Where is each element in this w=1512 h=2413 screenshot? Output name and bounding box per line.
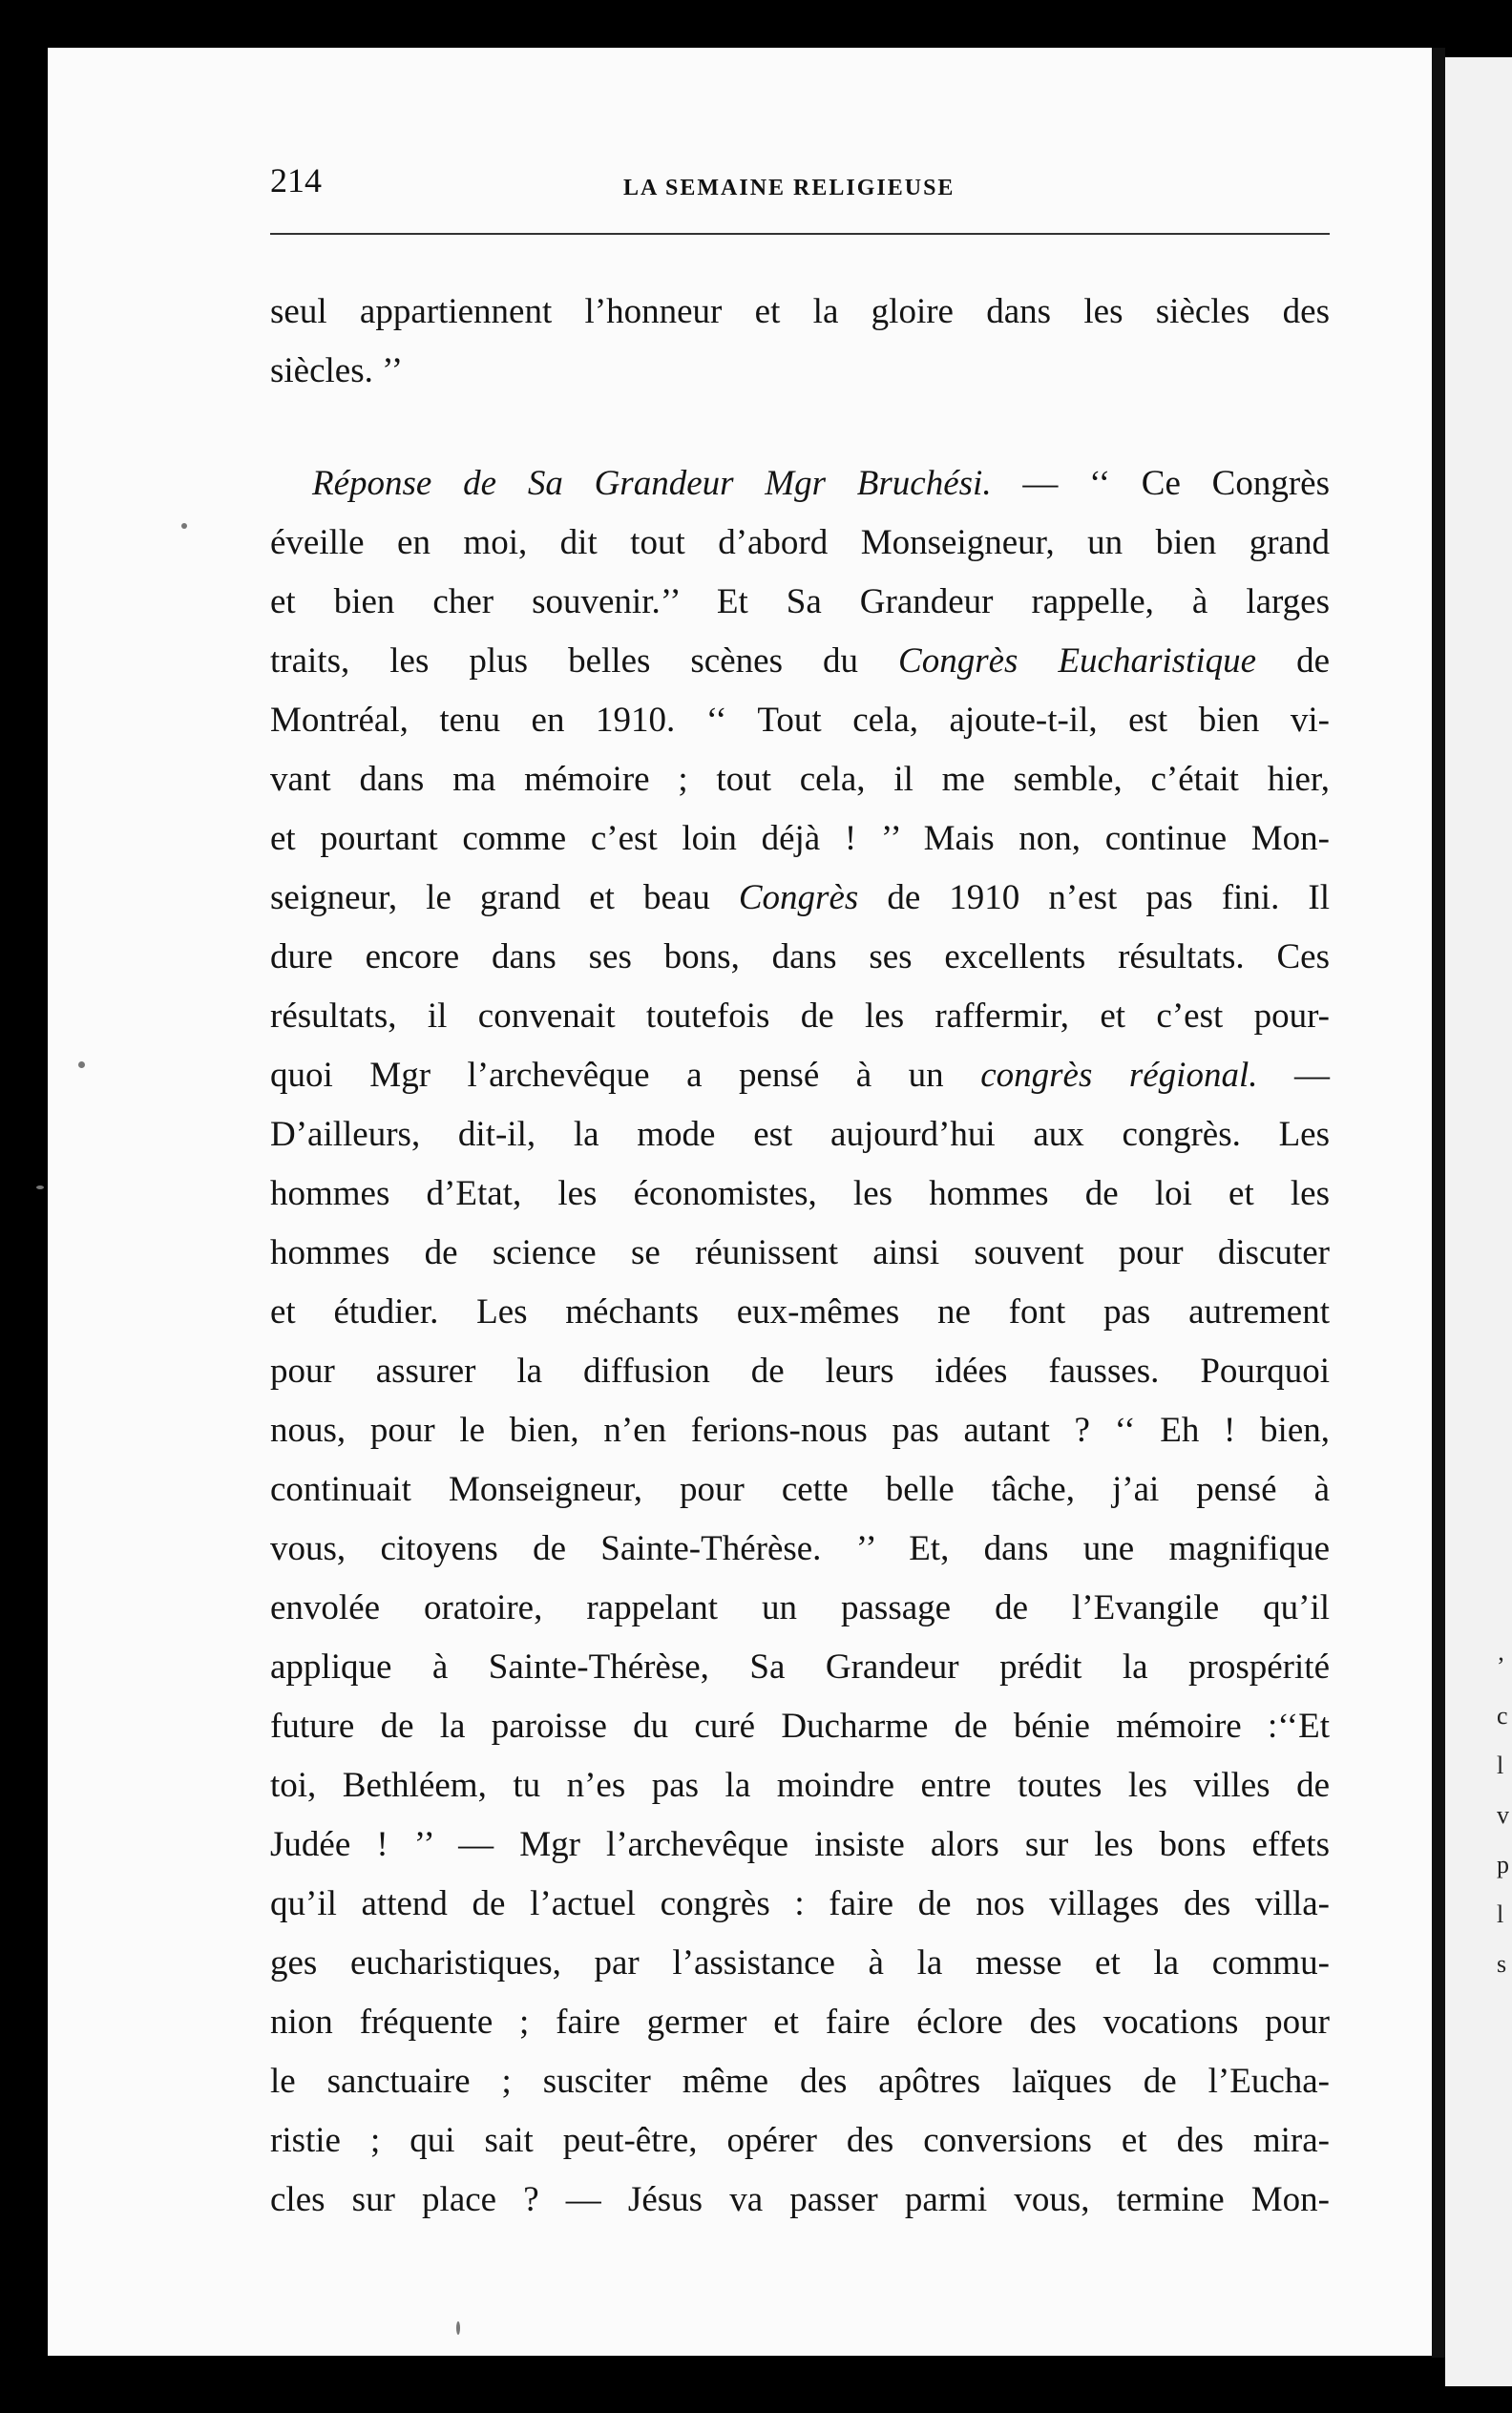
section-heading: Réponse de Sa Grandeur Mgr Bruchési. <box>312 464 992 503</box>
text-line: pour assurer la diffusion de leurs idées fausses. Pourquoi <box>270 1352 1330 1391</box>
scan-speck <box>78 1061 85 1068</box>
text-line: Réponse de Sa Grandeur Mgr Bruchési. — ‘‘ Ce Congrès <box>312 464 1330 503</box>
text-line: hommes de science se réunissent ainsi souvent pour discuter <box>270 1233 1330 1272</box>
text-line: envolée oratoire, rappelant un passage de l’Evangile qu’il <box>270 1588 1330 1627</box>
text-line: quoi Mgr l’archevêque a pensé à un congrès régional. — <box>270 1056 1331 1095</box>
scan-speck <box>181 523 187 529</box>
text-line: éveille en moi, dit tout d’abord Monseigneur, un bien grand <box>270 523 1330 562</box>
text-line: siècles. ’’ <box>270 351 404 390</box>
running-header <box>270 160 1330 208</box>
text-line: traits, les plus belles scènes du Congrès Eucharistique de <box>270 641 1330 681</box>
scan-speck <box>36 1186 44 1189</box>
facing-page-fragment: ’ c l v p l s <box>1497 1652 1509 1978</box>
paragraph-gap <box>270 401 1330 454</box>
text-line: seul appartiennent l’honneur et la gloire dans les siècles des <box>270 292 1330 331</box>
text-line: dure encore dans ses bons, dans ses excellents résultats. Ces <box>270 937 1330 976</box>
text-line: ges eucharistiques, par l’assistance à la messe et la commu- <box>270 1943 1330 1983</box>
text-line: applique à Sainte-Thérèse, Sa Grandeur prédit la prospérité <box>270 1647 1330 1687</box>
text-line: résultats, il convenait toutefois de les raffermir, et c’est pour- <box>270 997 1330 1036</box>
text-line: nous, pour le bien, n’en ferions-nous pas autant ? ‘‘ Eh ! bien, <box>270 1411 1330 1450</box>
text-line: cles sur place ? — Jésus va passer parmi vous, termine Mon- <box>270 2180 1330 2219</box>
book-spine-shadow <box>1432 48 1445 2358</box>
text-line: et pourtant comme c’est loin déjà ! ’’ Mais non, continue Mon- <box>270 819 1330 858</box>
running-title: LA SEMAINE RELIGIEUSE <box>623 176 956 200</box>
page-number: 214 <box>270 161 322 199</box>
text-line: et bien cher souvenir.’’ Et Sa Grandeur rappelle, à larges <box>270 582 1330 621</box>
header-rule <box>270 233 1330 235</box>
text-line: nion fréquente ; faire germer et faire éclore des vocations pour <box>270 2003 1330 2042</box>
text-line: hommes d’Etat, les économistes, les hommes de loi et les <box>270 1174 1330 1213</box>
text-line: continuait Monseigneur, pour cette belle tâche, j’ai pensé à <box>270 1470 1330 1509</box>
text-line: qu’il attend de l’actuel congrès : faire de nos villages des villa- <box>270 1884 1330 1923</box>
text-line: seigneur, le grand et beau Congrès de 1910 n’est pas fini. Il <box>270 878 1330 917</box>
text-line: vant dans ma mémoire ; tout cela, il me semble, c’était hier, <box>270 760 1330 799</box>
text-line: vous, citoyens de Sainte-Thérèse. ’’ Et, dans une magnifique <box>270 1529 1330 1568</box>
body-text <box>270 283 1330 2230</box>
text-line: Judée ! ’’ — Mgr l’archevêque insiste alors sur les bons effets <box>270 1825 1330 1864</box>
facing-page-edge <box>1445 57 1512 2386</box>
text-line: toi, Bethléem, tu n’es pas la moindre entre toutes les villes de <box>270 1766 1330 1805</box>
text-line: future de la paroisse du curé Ducharme de bénie mémoire :‘‘Et <box>270 1707 1330 1746</box>
text-line: ristie ; qui sait peut-être, opérer des conversions et des mira- <box>270 2121 1330 2160</box>
text-line: Montréal, tenu en 1910. ‘‘ Tout cela, ajoute-t-il, est bien vi- <box>270 701 1330 740</box>
text-line: le sanctuaire ; susciter même des apôtres laïques de l’Eucha- <box>270 2062 1330 2101</box>
scan-speck <box>456 2321 460 2335</box>
text-line: et étudier. Les méchants eux-mêmes ne font pas autrement <box>270 1292 1330 1332</box>
text-line: D’ailleurs, dit-il, la mode est aujourd’hui aux congrès. Les <box>270 1115 1330 1154</box>
